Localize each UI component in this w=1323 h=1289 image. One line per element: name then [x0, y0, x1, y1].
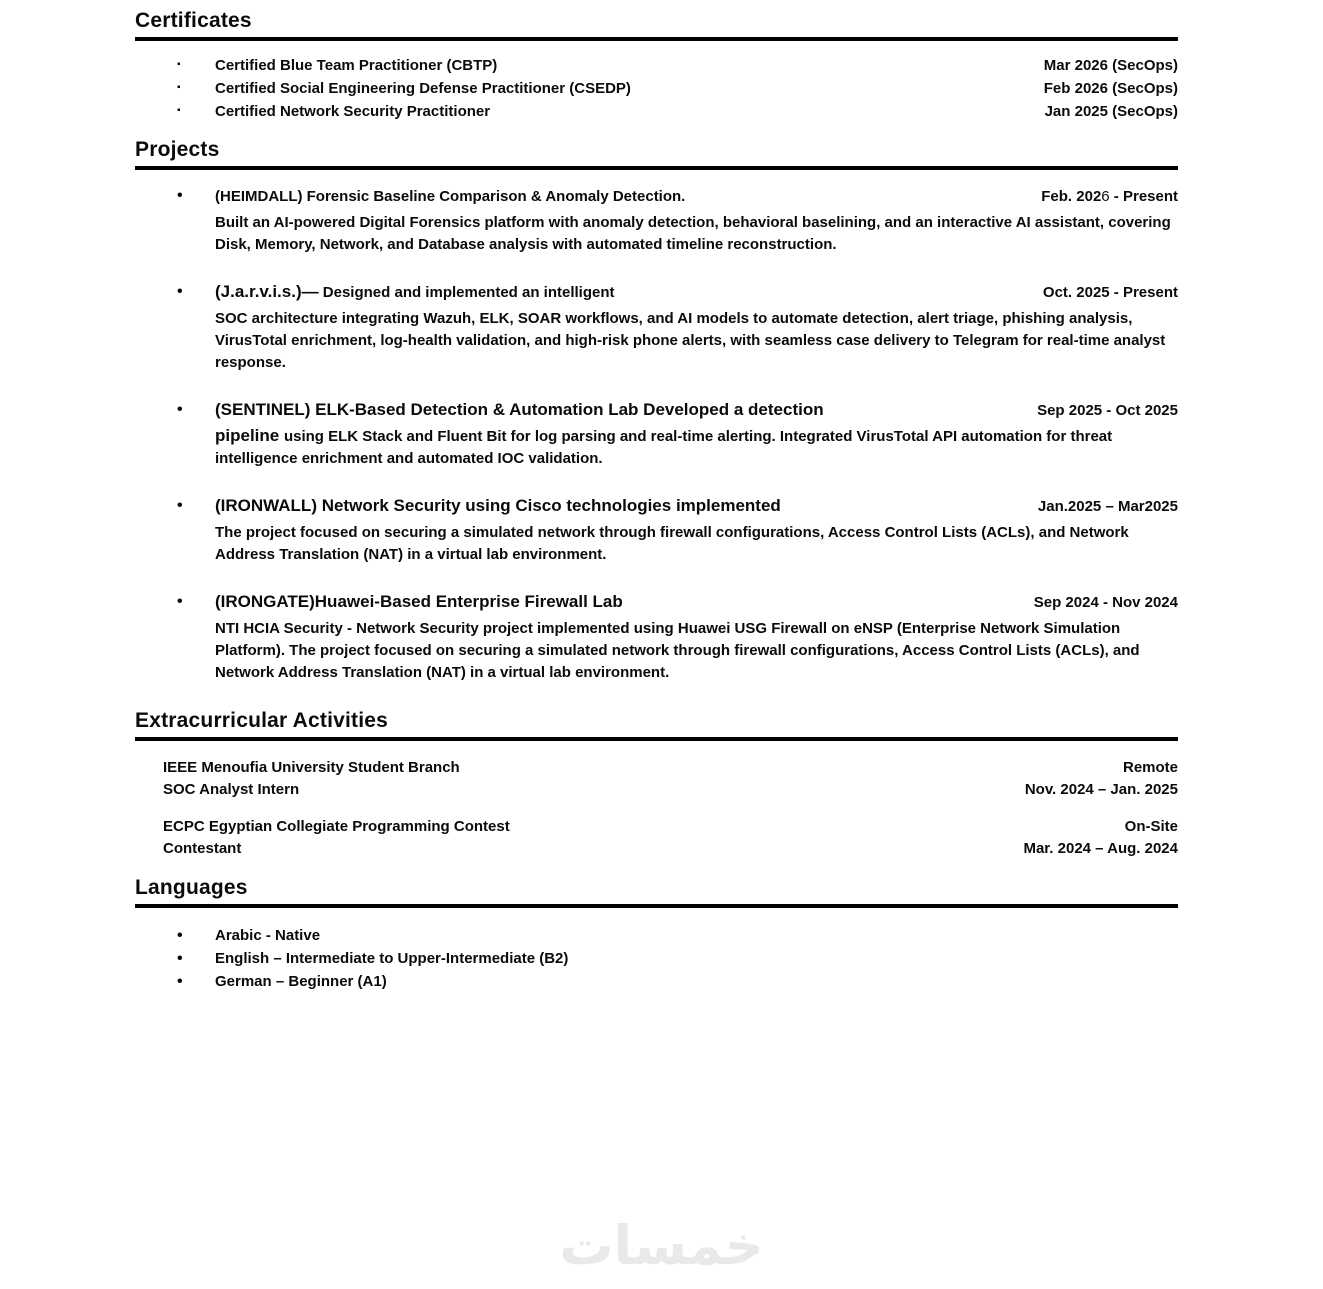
certificate-name: Certified Social Engineering Defense Practitioner (CSEDP) — [215, 80, 631, 97]
project-title-row — [215, 494, 1178, 519]
project-title-large: (SENTINEL) ELK-Based Detection & Automation Lab Developed a detection — [215, 400, 824, 419]
section-certificates — [135, 8, 1178, 123]
role-title: Contestant — [163, 840, 242, 857]
project-title — [215, 184, 1023, 209]
date-range: Nov. 2024 – Jan. 2025 — [1024, 781, 1178, 798]
certificate-name: Certified Network Security Practitioner — [215, 103, 491, 120]
project-description — [215, 211, 1178, 256]
project-title — [215, 494, 1020, 519]
square-bullet-icon: ▪ — [177, 82, 181, 93]
projects-list — [135, 184, 1178, 684]
round-bullet-icon: • — [177, 950, 183, 967]
date-range: Mar. 2024 – Aug. 2024 — [1023, 840, 1178, 857]
language-label: German – Beginner (A1) — [215, 973, 387, 990]
certificates-heading: Certificates — [135, 8, 1178, 41]
organization-name: ECPC Egyptian Collegiate Programming Contest — [163, 818, 510, 835]
project-title-row — [215, 184, 1178, 209]
round-bullet-icon: • — [177, 973, 183, 990]
project-desc-text: Built an AI-powered Digital Forensics platform with anomaly detection, behavioral baselining, and an interactive AI assistant, covering Disk, Memory, Network, and Database analysis with automated timeline reconstruction. — [215, 214, 1171, 253]
extracurricular-left — [163, 816, 510, 860]
language-item — [135, 924, 1178, 947]
project-item-irongate — [135, 590, 1178, 684]
project-date — [1037, 399, 1178, 423]
project-date-part: Feb. 202 — [1041, 188, 1102, 205]
project-desc-lead: pipeline — [215, 426, 284, 445]
project-date-part: - Present — [1109, 188, 1178, 205]
section-extracurricular — [135, 708, 1178, 860]
square-bullet-icon: ▪ — [177, 105, 181, 116]
project-title-row — [215, 280, 1178, 305]
round-bullet-icon: • — [177, 283, 183, 300]
project-date-part: Sep 2025 - Oct 2025 — [1037, 402, 1178, 419]
organization-name: IEEE Menoufia University Student Branch — [163, 759, 460, 776]
project-description — [215, 425, 1178, 470]
project-date — [1041, 185, 1178, 209]
extracurricular-left — [163, 757, 460, 801]
location-label: On-Site — [1124, 818, 1178, 835]
square-bullet-icon: ▪ — [177, 59, 181, 70]
extracurricular-heading: Extracurricular Activities — [135, 708, 1178, 741]
certificate-item — [135, 77, 1178, 100]
project-title-large: (IRONWALL) Network Security using Cisco technologies implemented — [215, 496, 781, 515]
project-description — [215, 521, 1178, 566]
project-date-part-regular: 6 — [1101, 188, 1110, 205]
project-title — [215, 590, 1016, 615]
certificate-date: Mar 2026 (SecOps) — [1043, 57, 1178, 74]
project-description — [215, 307, 1178, 374]
project-title-row — [215, 398, 1178, 423]
project-date-part: Oct. 2025 - Present — [1042, 284, 1178, 301]
extracurricular-list — [135, 757, 1178, 860]
language-item — [135, 970, 1178, 993]
extracurricular-right — [1025, 757, 1178, 801]
khamsat-watermark: خمسات — [559, 1214, 764, 1277]
languages-heading: Languages — [135, 875, 1178, 908]
project-title — [215, 280, 1025, 305]
project-desc-text: using ELK Stack and Fluent Bit for log parsing and real-time alerting. Integrated VirusTotal API automation for threat intelligence enrichment and automated IOC validation. — [215, 428, 1113, 467]
project-description — [215, 617, 1178, 684]
project-date-part: Sep 2024 - Nov 2024 — [1033, 594, 1178, 611]
language-label: English – Intermediate to Upper-Intermediate (B2) — [215, 950, 569, 967]
project-date — [1034, 591, 1178, 615]
project-desc-text: SOC architecture integrating Wazuh, ELK, SOAR workflows, and AI models to automate detection, alert triage, phishing analysis, VirusTotal enrichment, log-health validation, and high-risk phone alerts, with seamless case delivery to Telegram for real-time analyst response. — [215, 310, 1166, 371]
extracurricular-right — [1023, 816, 1178, 860]
location-label: Remote — [1122, 759, 1178, 776]
role-title: SOC Analyst Intern — [163, 781, 300, 798]
language-item — [135, 947, 1178, 970]
certificate-date: Jan 2025 (SecOps) — [1044, 103, 1178, 120]
certificates-list — [135, 54, 1178, 123]
certificate-name: Certified Blue Team Practitioner (CBTP) — [215, 57, 498, 74]
project-item-sentinel — [135, 398, 1178, 470]
round-bullet-icon: • — [177, 497, 183, 514]
project-title-normal: (HEIMDALL) Forensic Baseline Comparison & Anomaly Detection. — [215, 188, 686, 205]
round-bullet-icon: • — [177, 187, 183, 204]
language-label: Arabic - Native — [215, 927, 321, 944]
project-date — [1043, 281, 1178, 305]
project-date — [1038, 495, 1178, 519]
section-languages — [135, 875, 1178, 993]
section-projects — [135, 137, 1178, 684]
round-bullet-icon: • — [177, 401, 183, 418]
projects-heading: Projects — [135, 137, 1178, 170]
languages-list — [135, 924, 1178, 993]
project-item-jarvis — [135, 280, 1178, 374]
project-title — [215, 398, 1019, 423]
project-item-ironwall — [135, 494, 1178, 566]
project-item-heimdall — [135, 184, 1178, 256]
certificate-item — [135, 54, 1178, 77]
round-bullet-icon: • — [177, 927, 183, 944]
project-title-large: (IRONGATE)Huawei-Based Enterprise Firewall Lab — [215, 592, 623, 611]
project-date-part: Jan.2025 – Mar2025 — [1037, 498, 1178, 515]
project-desc-text: The project focused on securing a simulated network through firewall configurations, Access Control Lists (ACLs), and Network Address Translation (NAT) in a virtual lab environment. — [215, 524, 1129, 563]
project-title-normal: Designed and implemented an intelligent — [318, 284, 615, 301]
certificate-item — [135, 100, 1178, 123]
project-title-row — [215, 590, 1178, 615]
extracurricular-item — [135, 816, 1178, 860]
extracurricular-item — [135, 757, 1178, 801]
certificate-date: Feb 2026 (SecOps) — [1043, 80, 1178, 97]
project-desc-text: NTI HCIA Security - Network Security project implemented using Huawei USG Firewall on eNSP (Enterprise Network Simulation Platform). The project focused on securing a simulated network through firewall configurations, Access Control Lists (ACLs), and Network Address Translation (NAT) in a virtual lab environment. — [215, 620, 1140, 681]
round-bullet-icon: • — [177, 593, 183, 610]
project-title-large: (J.a.r.v.i.s.)— — [215, 282, 319, 301]
